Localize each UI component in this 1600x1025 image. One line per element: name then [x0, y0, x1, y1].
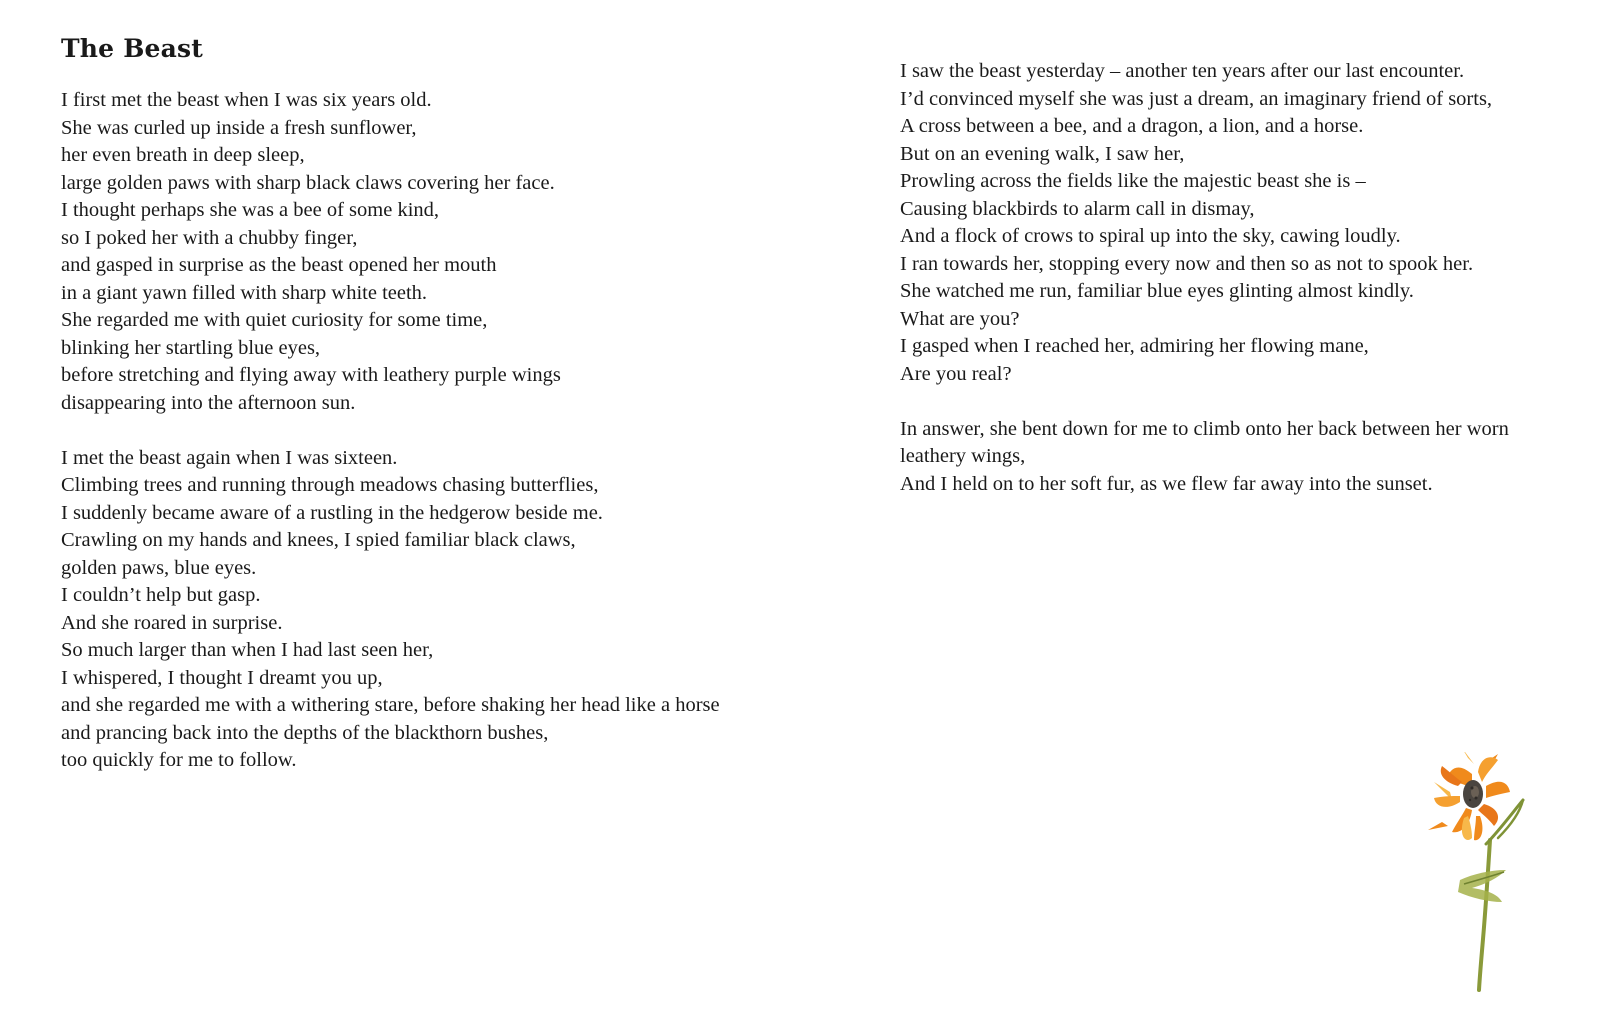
poem-line: blinking her startling blue eyes, [61, 336, 321, 359]
poem-line: And I held on to her soft fur, as we flew far away into the sunset. [900, 472, 1433, 495]
poem-line: I met the beast again when I was sixteen. [61, 446, 398, 469]
poem-line: And she roared in surprise. [61, 611, 283, 634]
poem-line: I gasped when I reached her, admiring her flowing mane, [900, 335, 1369, 357]
poem-line: I thought perhaps she was a bee of some kind, [61, 199, 440, 221]
stanza-4 [900, 416, 1580, 499]
stanza-2 [61, 445, 761, 775]
poem-line: and she regarded me with a withering stare, before shaking her head like a horse [61, 694, 720, 716]
poem-line: A cross between a bee, and a dragon, a lion, and a horse. [900, 115, 1364, 137]
poem-line: and prancing back into the depths of the blackthorn bushes, [61, 721, 549, 744]
poem-line: too quickly for me to follow. [61, 749, 297, 771]
poem-line: In answer, she bent down for me to climb onto her back between her worn leathery wings, [900, 417, 1509, 467]
poem-line: Climbing trees and running through meadows chasing butterflies, [61, 474, 599, 496]
poem-line: her even breath in deep sleep, [61, 144, 305, 166]
poem-line: Prowling across the fields like the majestic beast she is – [900, 170, 1366, 192]
poem-line: And a flock of crows to spiral up into the sky, cawing loudly. [900, 225, 1401, 247]
poem-line: before stretching and flying away with leathery purple wings [61, 364, 561, 386]
poem-line: She was curled up inside a fresh sunflower, [61, 116, 417, 139]
poem-line: What are you? [900, 307, 1020, 330]
poem-line: Are you real? [900, 362, 1012, 385]
poem-title: The Beast [61, 34, 204, 63]
poem-line: large golden paws with sharp black claws covering her face. [61, 171, 555, 194]
poem-line: I suddenly became aware of a rustling in the hedgerow beside me. [61, 501, 603, 524]
poem-line: I whispered, I thought I dreamt you up, [61, 666, 383, 689]
stanza-3 [900, 58, 1580, 388]
poem-line: Causing blackbirds to alarm call in dismay, [900, 197, 1255, 220]
poem-line: I’d convinced myself she was just a dream, an imaginary friend of sorts, [900, 87, 1493, 110]
stanza-1 [61, 87, 761, 417]
poem-line: so I poked her with a chubby finger, [61, 226, 358, 249]
poem-line: I saw the beast yesterday – another ten years after our last encounter. [900, 60, 1465, 82]
poem-line: and gasped in surprise as the beast opened her mouth [61, 254, 497, 276]
poem-line: She watched me run, familiar blue eyes glinting almost kindly. [900, 280, 1414, 302]
poem-line: I first met the beast when I was six years old. [61, 89, 432, 111]
poem-line: Crawling on my hands and knees, I spied familiar black claws, [61, 529, 576, 551]
poem-line: I couldn’t help but gasp. [61, 584, 261, 606]
poem-line: in a giant yawn filled with sharp white teeth. [61, 281, 428, 304]
left-page [61, 34, 761, 802]
poem-line: disappearing into the afternoon sun. [61, 391, 356, 414]
right-page [900, 58, 1580, 526]
poem-line: So much larger than when I had last seen her, [61, 639, 434, 661]
poem-line: But on an evening walk, I saw her, [900, 142, 1185, 165]
poem-line: golden paws, blue eyes. [61, 556, 257, 579]
sunflower-illustration-icon [1428, 752, 1558, 992]
poem-line: I ran towards her, stopping every now and then so as not to spook her. [900, 252, 1474, 275]
poem-line: She regarded me with quiet curiosity for some time, [61, 309, 488, 331]
